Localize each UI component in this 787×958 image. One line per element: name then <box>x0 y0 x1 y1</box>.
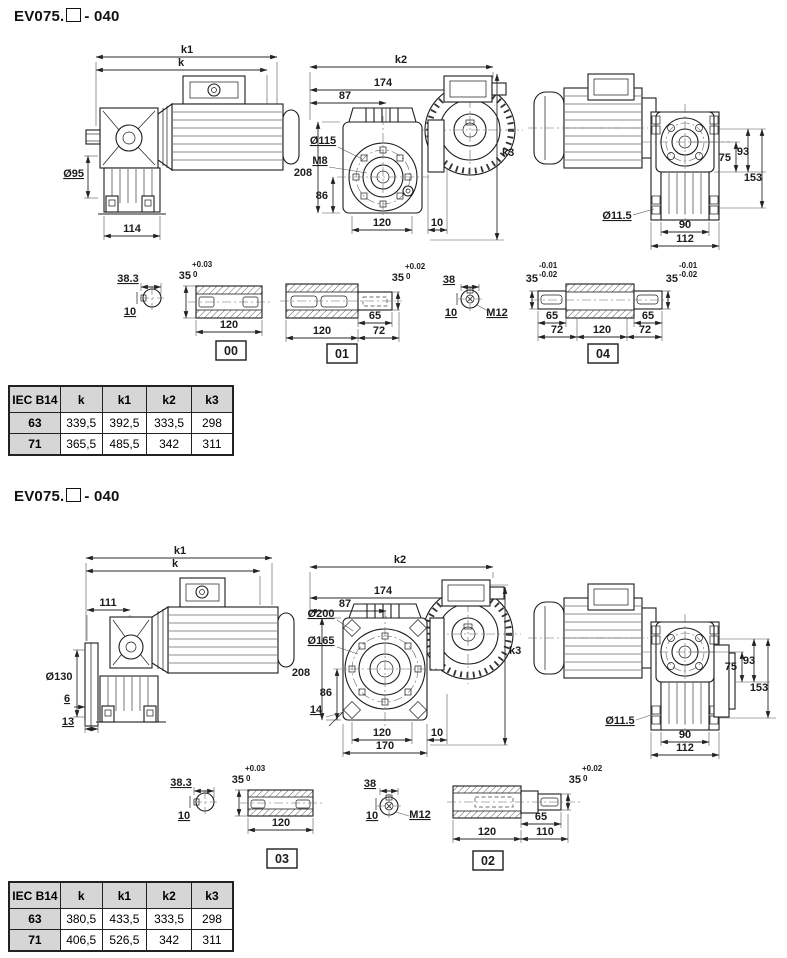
table-row <box>9 434 233 456</box>
dim-key-10: 10 <box>123 306 137 318</box>
col-header-iec: IEC B14 <box>9 882 60 909</box>
side-view-2 <box>46 545 294 733</box>
title-placeholder-box <box>66 488 81 502</box>
dim-174: 174 <box>373 585 393 597</box>
dim-35: 35 <box>525 273 538 285</box>
shaft-detail-02 <box>447 764 603 870</box>
title-suffix: - 040 <box>84 8 120 25</box>
end-view-2 <box>528 584 776 759</box>
dim-111: 111 <box>99 597 117 609</box>
dim-90: 90 <box>678 219 692 231</box>
section2-title <box>14 488 120 505</box>
tolerance-lower: 0 <box>193 270 198 279</box>
dim-key-10: 10 <box>177 810 191 822</box>
dim-120: 120 <box>592 324 612 336</box>
tolerance-lower: 0 <box>246 774 251 783</box>
dim-120: 120 <box>271 817 291 829</box>
tolerance-upper: -0.01 <box>539 261 558 270</box>
dim-6: 6 <box>63 693 71 705</box>
dim-diameter-130: Ø130 <box>45 671 73 683</box>
dim-diameter-165: Ø165 <box>307 635 335 647</box>
table-cell: 365,5 <box>60 434 102 456</box>
col-header-k2: k2 <box>147 882 192 909</box>
dim-35: 35 <box>231 774 244 786</box>
table-row <box>9 909 233 930</box>
tolerance-lower: -0.02 <box>679 270 698 279</box>
dim-k2: k2 <box>393 554 407 566</box>
option-tag-02: 02 <box>481 854 495 868</box>
dim-112: 112 <box>676 742 694 754</box>
dimension-table-1 <box>8 385 234 456</box>
table-cell: 406,5 <box>60 930 102 952</box>
dim-72: 72 <box>638 324 652 336</box>
dim-key-10: 10 <box>365 810 379 822</box>
table-cell: 485,5 <box>102 434 147 456</box>
dim-diameter-200: Ø200 <box>307 608 335 620</box>
row-header: 71 <box>9 434 60 456</box>
table-cell: 339,5 <box>60 413 102 434</box>
table-row <box>9 930 233 952</box>
tolerance-upper: -0.01 <box>679 261 698 270</box>
dim-72: 72 <box>550 324 564 336</box>
dim-65: 65 <box>368 310 382 322</box>
dim-114: 114 <box>123 223 141 235</box>
section1-title <box>14 8 120 25</box>
dimension-table-2 <box>8 881 234 952</box>
dim-86: 86 <box>315 190 328 202</box>
table-cell: 526,5 <box>102 930 147 952</box>
col-header-k2: k2 <box>147 386 192 413</box>
col-header-k: k <box>60 386 102 413</box>
dim-174: 174 <box>373 77 393 89</box>
input-shaft-detail-1 <box>443 274 508 319</box>
table-cell: 298 <box>191 413 233 434</box>
tolerance-upper: +0.02 <box>582 764 603 773</box>
col-header-k1: k1 <box>102 386 147 413</box>
front-view-2 <box>292 554 521 757</box>
table-cell: 342 <box>147 930 192 952</box>
dim-k: k <box>171 558 179 570</box>
dim-120: 120 <box>219 319 239 331</box>
title-suffix: - 040 <box>84 488 120 505</box>
col-header-k3: k3 <box>191 882 233 909</box>
shaft-detail-01 <box>280 262 426 363</box>
dim-38-3: 38.3 <box>117 273 139 285</box>
row-header: 71 <box>9 930 60 952</box>
dim-208: 208 <box>291 667 311 679</box>
shaft-detail-04 <box>526 261 698 363</box>
dim-k: k <box>177 57 185 69</box>
tolerance-lower: 0 <box>406 272 411 281</box>
dim-38: 38 <box>363 778 377 790</box>
dim-m12: M12 <box>409 809 431 821</box>
dim-14: 14 <box>309 704 323 716</box>
option-tag-01: 01 <box>335 347 349 361</box>
dim-13: 13 <box>61 716 75 728</box>
dim-112: 112 <box>676 233 694 245</box>
dim-38: 38 <box>442 274 456 286</box>
dim-72: 72 <box>372 325 386 337</box>
table-header-row <box>9 386 233 413</box>
dim-120: 120 <box>372 727 392 739</box>
table-cell: 433,5 <box>102 909 147 930</box>
dim-38-3: 38.3 <box>170 777 192 789</box>
option-tag-03: 03 <box>275 852 289 866</box>
dim-120: 120 <box>312 325 332 337</box>
dim-90: 90 <box>678 729 692 741</box>
front-view-1 <box>294 54 523 240</box>
title-prefix: EV075. <box>14 8 65 25</box>
dim-k3: k3 <box>509 645 522 657</box>
table-cell: 311 <box>191 434 233 456</box>
shaft-detail-00 <box>117 260 270 360</box>
dim-m12: M12 <box>486 307 508 319</box>
title-placeholder-box <box>66 8 81 22</box>
shaft-detail-03 <box>170 764 322 868</box>
option-tag-00: 00 <box>224 344 238 358</box>
dim-86: 86 <box>319 687 332 699</box>
col-header-k: k <box>60 882 102 909</box>
dim-diameter-115: Ø115 <box>309 135 337 147</box>
dim-35: 35 <box>178 270 191 282</box>
row-header: 63 <box>9 909 60 930</box>
dim-87: 87 <box>338 598 352 610</box>
dim-diameter-95: Ø95 <box>63 168 84 180</box>
dim-65: 65 <box>641 310 655 322</box>
dim-key-10: 10 <box>444 307 458 319</box>
col-header-iec: IEC B14 <box>9 386 60 413</box>
dim-35: 35 <box>568 774 581 786</box>
dim-93: 93 <box>742 655 756 667</box>
dim-k3: k3 <box>502 147 515 159</box>
dim-35: 35 <box>665 273 678 285</box>
row-header: 63 <box>9 413 60 434</box>
dim-k1: k1 <box>180 44 194 56</box>
dim-65: 65 <box>534 811 548 823</box>
table-cell: 298 <box>191 909 233 930</box>
dim-153: 153 <box>743 172 763 184</box>
table-row <box>9 413 233 434</box>
tolerance-upper: +0.02 <box>405 262 426 271</box>
table-cell: 311 <box>191 930 233 952</box>
table-cell: 333,5 <box>147 413 192 434</box>
table-cell: 380,5 <box>60 909 102 930</box>
dim-75: 75 <box>718 152 731 164</box>
dim-93: 93 <box>736 146 750 158</box>
dim-k1: k1 <box>173 545 187 557</box>
table-cell: 342 <box>147 434 192 456</box>
dim-10: 10 <box>430 727 444 739</box>
dim-110: 110 <box>536 826 554 838</box>
dim-75: 75 <box>724 661 737 673</box>
tolerance-upper: +0.03 <box>192 260 213 269</box>
dim-35: 35 <box>391 272 404 284</box>
end-view-machine <box>528 74 730 226</box>
dim-208: 208 <box>293 167 313 179</box>
dim-diameter-11-5: Ø11.5 <box>605 715 635 727</box>
dim-170: 170 <box>375 740 395 752</box>
table-header-row <box>9 882 233 909</box>
dim-120: 120 <box>372 217 392 229</box>
option-tag-04: 04 <box>596 347 610 361</box>
col-header-k1: k1 <box>102 882 147 909</box>
title-prefix: EV075. <box>14 488 65 505</box>
tolerance-upper: +0.03 <box>245 764 266 773</box>
dim-m8: M8 <box>312 155 328 167</box>
input-shaft-detail-2 <box>364 778 431 822</box>
tolerance-lower: -0.02 <box>539 270 558 279</box>
col-header-k3: k3 <box>191 386 233 413</box>
table-cell: 392,5 <box>102 413 147 434</box>
side-view-1 <box>63 44 299 240</box>
dim-65: 65 <box>545 310 559 322</box>
dim-120: 120 <box>477 826 497 838</box>
dim-diameter-11-5: Ø11.5 <box>602 210 632 222</box>
dim-87: 87 <box>338 90 352 102</box>
table-cell: 333,5 <box>147 909 192 930</box>
dim-10: 10 <box>430 217 444 229</box>
dim-153: 153 <box>749 682 769 694</box>
tolerance-lower: 0 <box>583 774 588 783</box>
dim-k2: k2 <box>394 54 408 66</box>
